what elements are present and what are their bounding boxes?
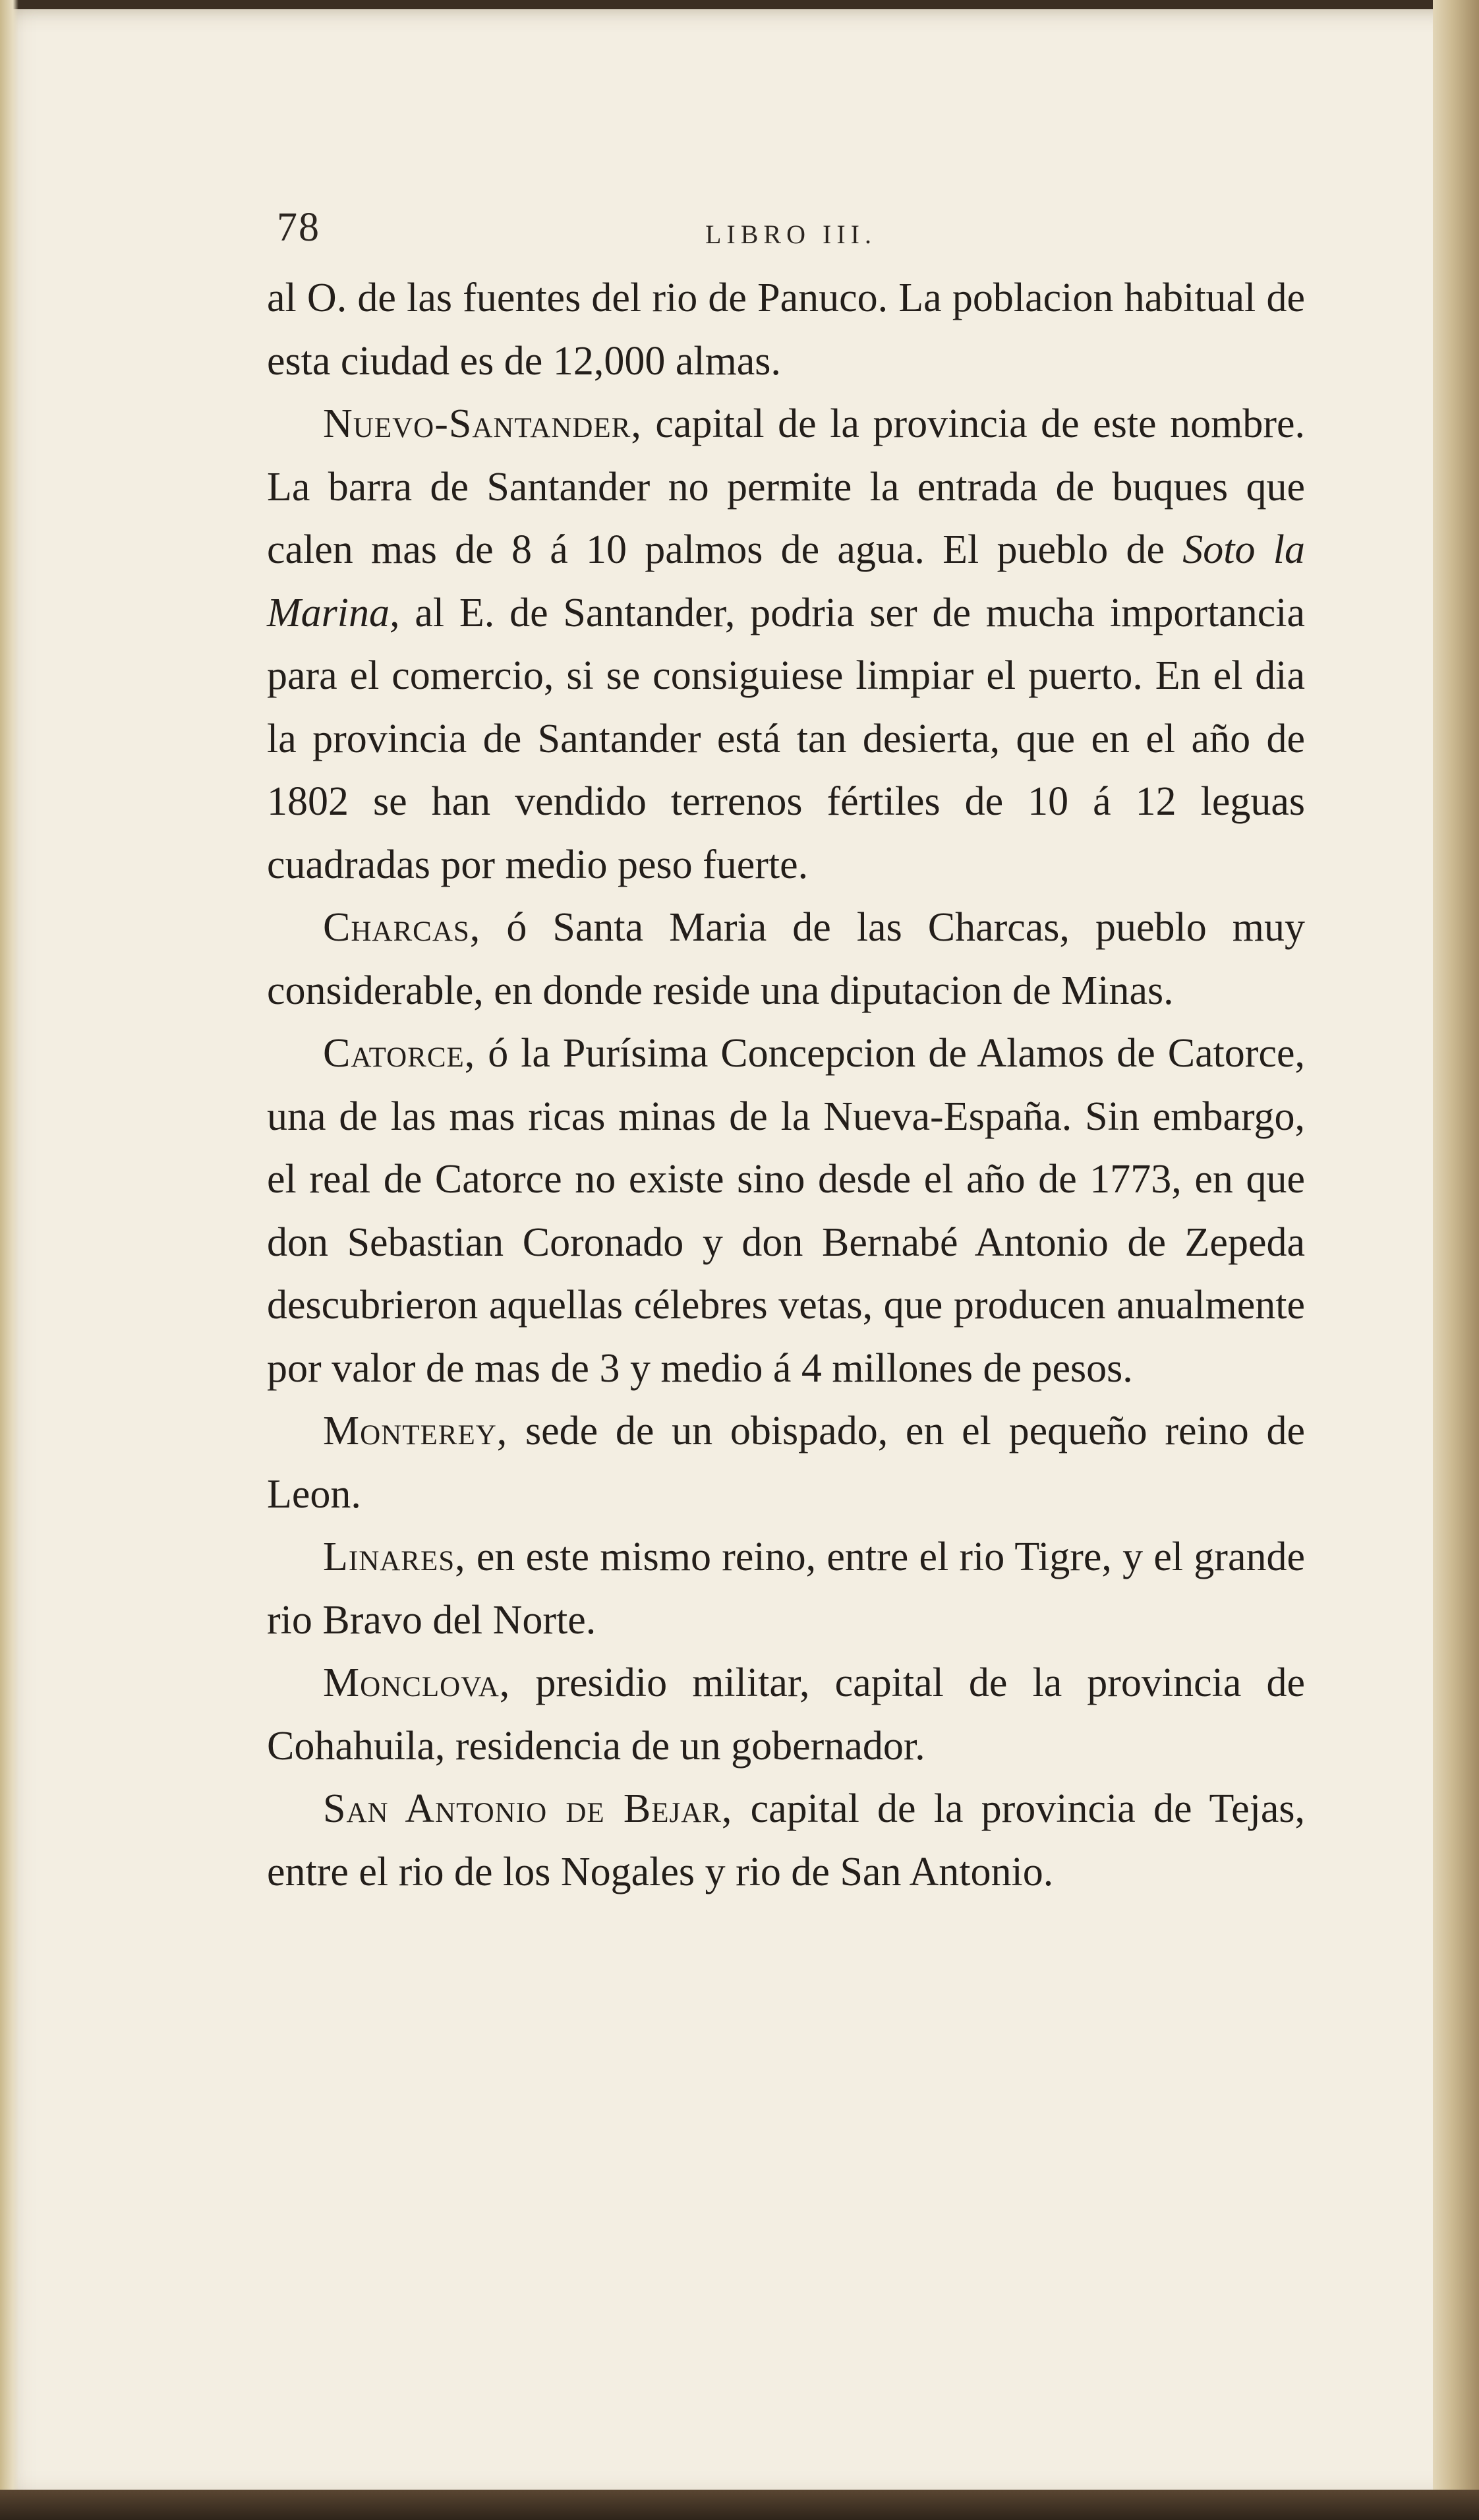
body-text: [267, 267, 1305, 1904]
paragraph-catorce: [267, 1022, 1305, 1400]
paragraph-text: sede de un obispado, en el pequeño reino de Leon.: [267, 1409, 1305, 1517]
paragraph-text: presidio militar, capital de la provincia de Cohahuila, residencia de un gobernador.: [267, 1660, 1305, 1769]
paragraph-text: al O. de las fuentes del rio de Panuco. La poblacion habitual de esta ciudad es de 12,000 almas.: [267, 276, 1305, 384]
paragraph-san-antonio-de-bejar: [267, 1778, 1305, 1904]
page-number: 78: [277, 205, 320, 250]
paragraph-text: ó la Purísima Concepcion de Alamos de Catorce, una de las mas ricas minas de la Nueva-España. Sin embargo, el real de Catorce no existe sino desde el año de 1773, en que don Sebastian Coronado y don Bernabé Antonio de Zepeda descubrieron aquellas célebres vetas, que producen anualmente por valor de mas de 3 y medio á 4 millones de pesos.: [267, 1031, 1305, 1391]
paragraph-nuevo-santander: [267, 393, 1305, 896]
page-top-edge: [0, 0, 1479, 9]
page-bottom-edge: [0, 2490, 1479, 2520]
paragraph-continuation: [267, 267, 1305, 393]
running-title: LIBRO III.: [705, 220, 877, 249]
paragraph-text: ó Santa Maria de las Charcas, pueblo muy considerable, en donde reside una diputacion de Minas.: [267, 905, 1305, 1013]
entry-heading: Linares,: [323, 1535, 466, 1579]
paragraph-text: capital de la provincia de Tejas, entre el rio de los Nogales y rio de San Antonio.: [267, 1786, 1305, 1894]
paragraph-linares: [267, 1526, 1305, 1652]
page-gutter-edge: [0, 0, 18, 2520]
paragraph-monclova: [267, 1652, 1305, 1778]
paragraph-text: capital de la provincia de este nombre. La barra de Santander no permite la entrada de buques que calen mas de 8 á 10 palmos de agua. El pueblo de: [267, 401, 1305, 572]
entry-heading: Charcas,: [323, 905, 481, 950]
entry-heading: Monterey,: [323, 1409, 508, 1453]
entry-heading: San Antonio de Bejar,: [323, 1786, 733, 1831]
paragraph-text: en este mismo reino, entre el rio Tigre, y el grande rio Bravo del Norte.: [267, 1535, 1305, 1643]
running-head: [264, 204, 1305, 264]
entry-heading: Catorce,: [323, 1031, 476, 1076]
page-fore-edge: [1433, 0, 1479, 2520]
italic-place-name: Soto la Marina,: [267, 527, 1305, 635]
paragraph-monterey: [267, 1400, 1305, 1526]
entry-heading: Nuevo-Santander,: [323, 401, 642, 446]
paragraph-charcas: [267, 896, 1305, 1022]
entry-heading: Monclova,: [323, 1660, 511, 1705]
paragraph-text: al E. de Santander, podria ser de mucha importancia para el comercio, si se consiguiese limpiar el puerto. En el dia la provincia de Santander está tan desierta, que en el año de 1802 se han vendido terrenos fértiles de 10 á 12 leguas cuadradas por medio peso fuerte.: [267, 590, 1305, 887]
